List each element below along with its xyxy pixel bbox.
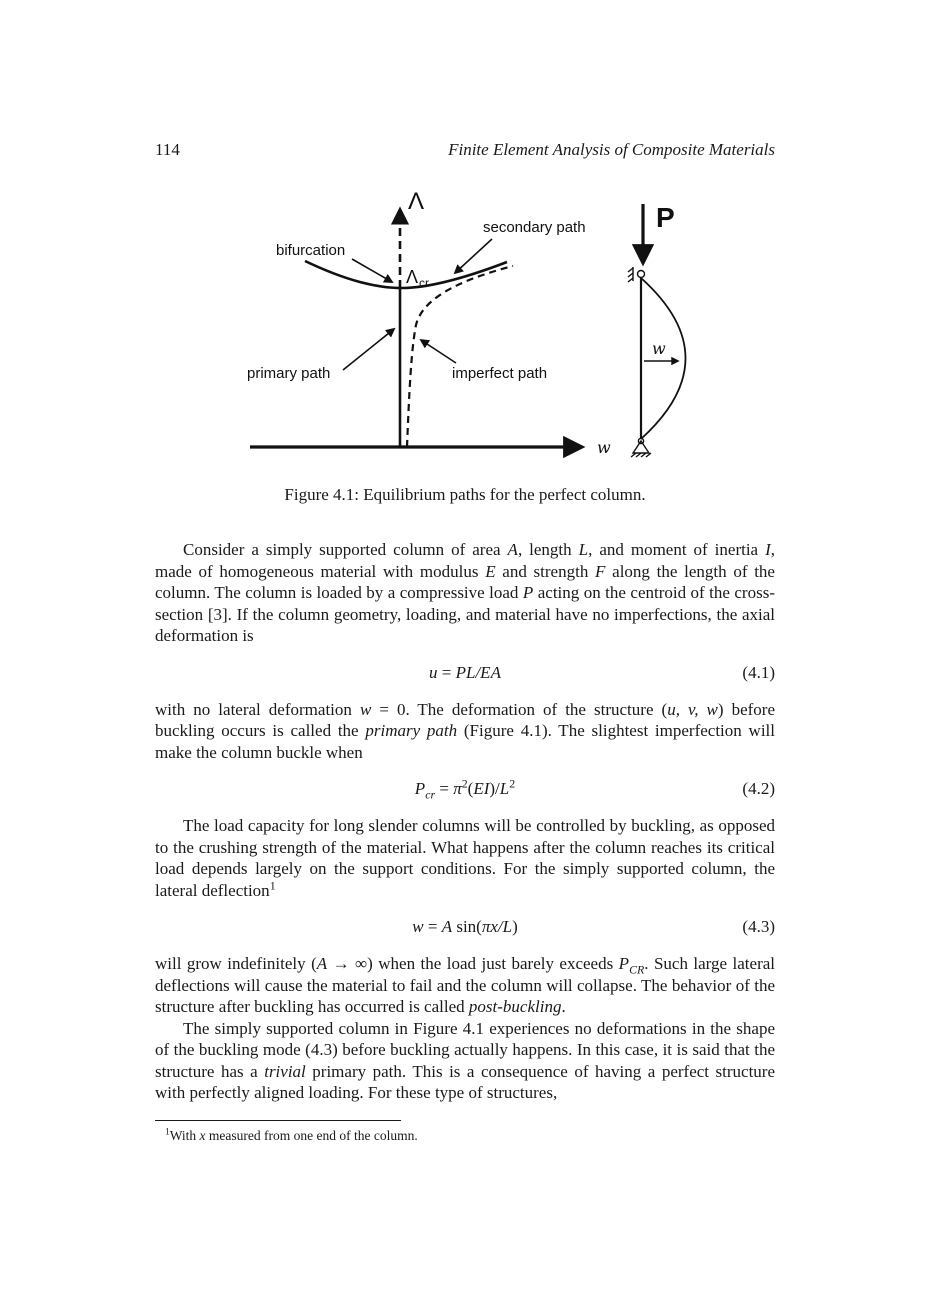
paragraph-1: Consider a simply supported column of area A, length L, and moment of inertia I, made of homogeneous material with modulus E and strength F along the length of the column. The column is loaded by a compressive load P acting on the centroid of the cross-section [3]. If the column geometry, loading, and material have no imperfections, the axial deformation is bbox=[155, 540, 776, 645]
primary-path-label: primary path bbox=[247, 365, 331, 382]
running-title: Finite Element Analysis of Composite Materials bbox=[448, 140, 775, 159]
equation-4-1-number: (4.1) bbox=[742, 662, 775, 682]
figure-caption: Figure 4.1: Equilibrium paths for the perfect column. bbox=[284, 485, 646, 504]
page-header bbox=[155, 140, 775, 160]
load-p-label: P bbox=[656, 202, 675, 233]
secondary-path-pointer bbox=[455, 239, 492, 273]
w-axis-label: w bbox=[597, 438, 611, 457]
bifurcation-pointer bbox=[352, 259, 392, 282]
paragraph-2: with no lateral deformation w = 0. The deformation of the structure (u, v, w) before buckling occurs is called the primary path (Figure 4.1). The slightest imperfection will make the column buckle when bbox=[155, 699, 776, 762]
primary-path-pointer bbox=[343, 329, 394, 370]
secondary-path-label: secondary path bbox=[483, 219, 586, 236]
imperfect-path-pointer bbox=[421, 340, 456, 363]
column-sketch bbox=[628, 202, 686, 457]
imperfect-path-label: imperfect path bbox=[452, 365, 548, 382]
paragraph-3: The load capacity for long slender columns will be controlled by buckling, as opposed to the crushing strength of the material. What happens after the column reaches its critical load depends largely on the support conditions. For the simply supported column, the lateral deflection$^1$ bbox=[155, 816, 775, 900]
footnote-text: $^1$With x measured from one end of the column. bbox=[165, 1127, 418, 1143]
equation-4-1 bbox=[155, 662, 775, 684]
deflection-w-label: w bbox=[652, 339, 666, 358]
body-text bbox=[155, 539, 775, 1104]
paragraph-4: will grow indefinitely (A → ∞) when the load just barely exceeds $P_{CR}$. Such large lateral deflections will cause the material to fail and the column will collapse. The behavior of the structure after buckling has occurred is called post-buckling. bbox=[155, 954, 775, 1016]
lambda-cr-label: Λ bbox=[406, 267, 419, 287]
lambda-axis-label: Λ bbox=[408, 188, 425, 215]
equation-4-1-expression: u = PL/EA bbox=[429, 662, 501, 682]
deflected-shape-curve bbox=[641, 278, 686, 439]
equation-4-2 bbox=[155, 778, 775, 800]
figure-4-1 bbox=[155, 182, 775, 505]
bifurcation-label: bifurcation bbox=[276, 242, 346, 259]
equation-4-3-expression: w = A sin(πx/L) bbox=[412, 917, 518, 936]
equilibrium-paths-diagram bbox=[155, 182, 775, 472]
bottom-pin-support bbox=[631, 438, 651, 457]
imperfect-path-curve bbox=[407, 266, 513, 447]
equation-4-3 bbox=[155, 916, 775, 938]
equation-4-2-expression: $P_{cr} = \pi^2(EI)/L^2$ bbox=[414, 776, 516, 802]
equation-4-2-number: (4.2) bbox=[742, 779, 775, 798]
footnote-rule bbox=[155, 1120, 401, 1121]
page-number: 114 bbox=[155, 140, 180, 159]
paragraph-5: The simply supported column in Figure 4.1 experiences no deformations in the shape of the buckling mode (4.3) before buckling actually happens. In this case, it is said that the structure has a trivial primary path. This is a consequence of having a perfect structure with perfectly aligned loading. For these type of structures, bbox=[155, 1018, 775, 1102]
equation-4-3-number: (4.3) bbox=[742, 917, 775, 936]
page-content bbox=[155, 140, 775, 1144]
footnote-block bbox=[155, 1120, 775, 1144]
lambda-cr-subscript: cr bbox=[419, 276, 429, 290]
